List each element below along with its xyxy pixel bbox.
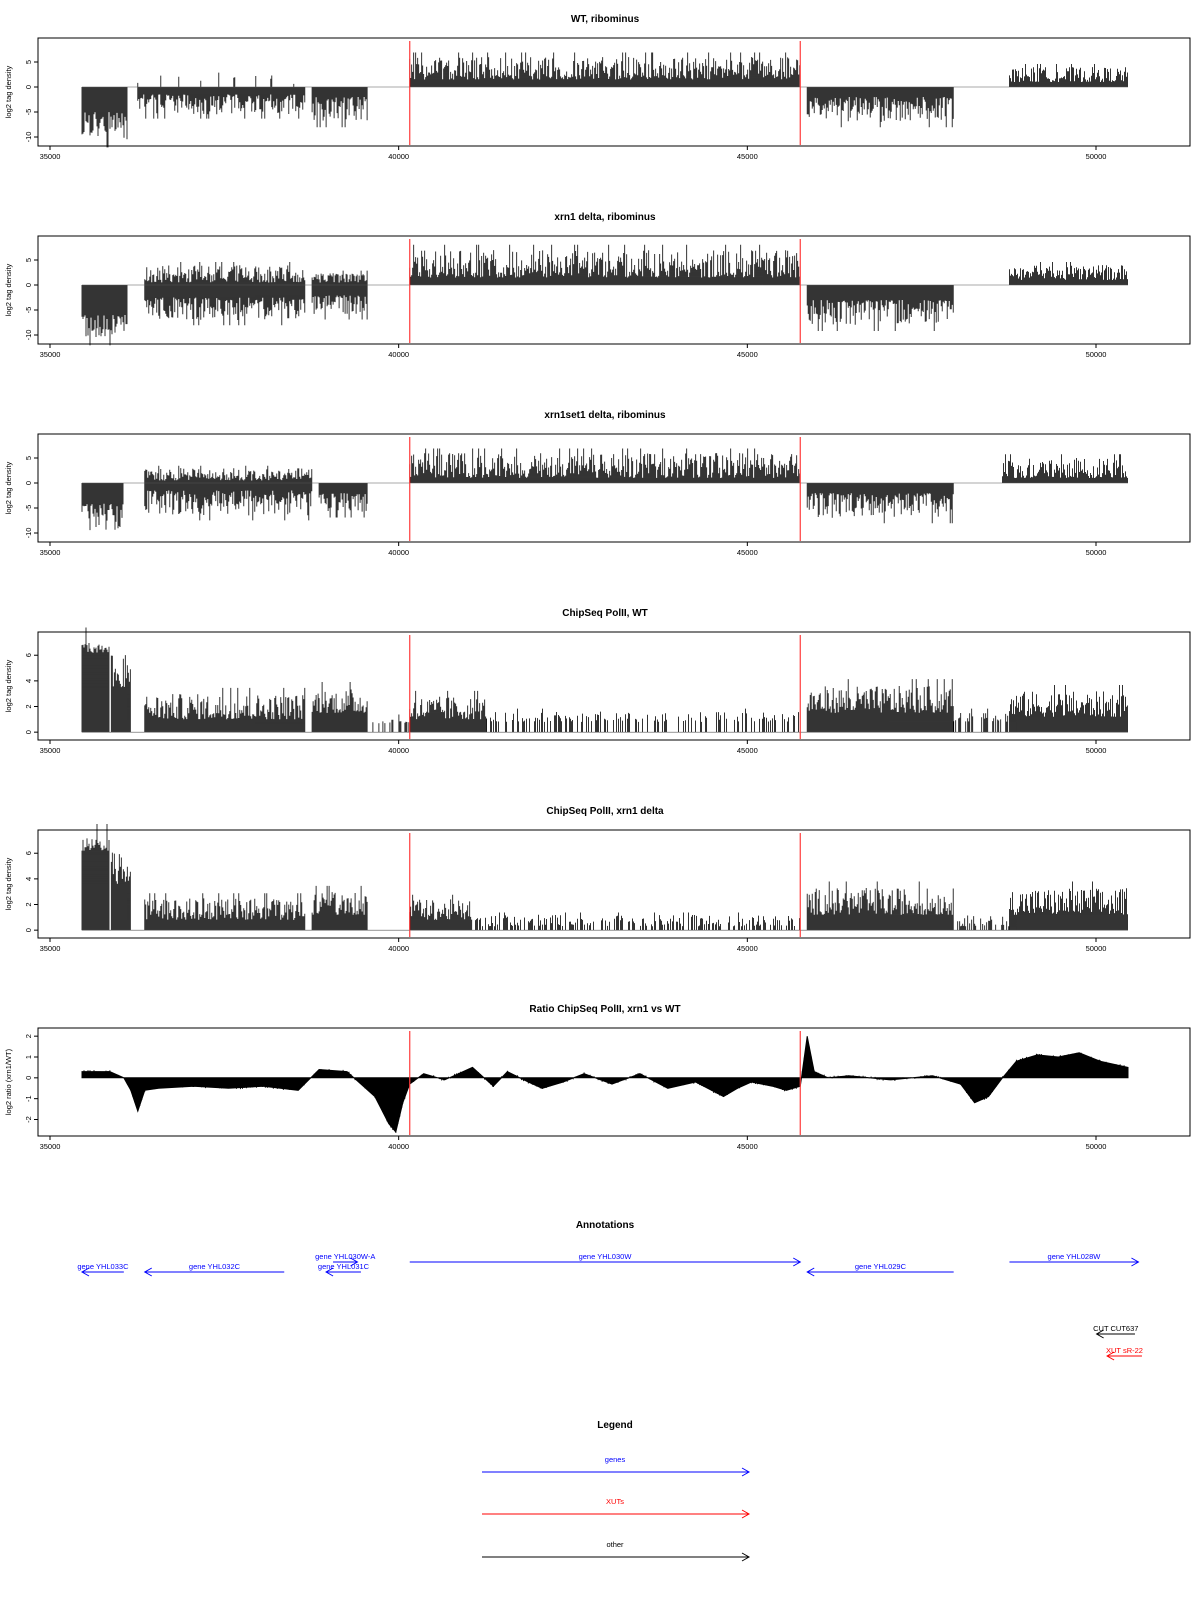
y-axis-label: log2 ratio (xrn1/WT) xyxy=(4,1048,13,1116)
y-tick-label: 0 xyxy=(24,282,33,288)
y-axis-label: log2 tag density xyxy=(4,659,13,713)
y-tick-label: 0 xyxy=(24,730,33,735)
xut-feature xyxy=(1106,1346,1143,1360)
annotation-label: gene YHL029C xyxy=(854,1262,907,1271)
y-tick-label: 4 xyxy=(24,678,33,683)
y-tick-label: -1 xyxy=(24,1095,33,1103)
panel-title: Ratio ChipSeq PolII, xrn1 vs WT xyxy=(529,1004,681,1015)
data-bars xyxy=(82,449,1128,531)
panel-title: ChipSeq PolII, WT xyxy=(562,608,648,619)
x-tick-label: 50000 xyxy=(1085,746,1107,755)
x-tick-label: 45000 xyxy=(736,152,758,161)
panel-1 xyxy=(4,14,1190,161)
y-axis-label: log2 tag density xyxy=(4,65,13,119)
legend-item-other xyxy=(482,1540,749,1561)
x-tick-label: 35000 xyxy=(39,152,61,161)
annotation-label: gene YHL032C xyxy=(188,1262,241,1271)
panel-4 xyxy=(4,608,1190,755)
x-tick-label: 35000 xyxy=(39,746,61,755)
y-tick-label: -5 xyxy=(24,108,33,116)
y-tick-label: 5 xyxy=(24,257,33,263)
annotation-label: gene YHL030W xyxy=(578,1252,632,1261)
gene-feature xyxy=(807,1262,953,1276)
y-tick-label: -2 xyxy=(24,1116,33,1123)
y-tick-label: 0 xyxy=(24,928,33,933)
y-tick-label: 1 xyxy=(24,1054,33,1060)
legend-label: other xyxy=(606,1540,624,1549)
x-tick-label: 35000 xyxy=(39,548,61,557)
x-tick-label: 40000 xyxy=(388,1142,410,1151)
data-bars xyxy=(82,53,1128,148)
annotations-panel xyxy=(77,1220,1143,1360)
x-tick-label: 45000 xyxy=(736,1142,758,1151)
y-tick-label: -10 xyxy=(24,329,33,341)
panel-5 xyxy=(4,806,1190,953)
y-tick-label: 2 xyxy=(24,1034,33,1039)
legend-label: XUTs xyxy=(606,1497,624,1506)
x-tick-label: 35000 xyxy=(39,944,61,953)
x-tick-label: 50000 xyxy=(1085,152,1107,161)
y-tick-label: -10 xyxy=(24,131,33,143)
y-tick-label: 4 xyxy=(24,876,33,881)
legend-label: genes xyxy=(604,1455,626,1464)
y-axis-label: log2 tag density xyxy=(4,461,13,515)
legend-panel xyxy=(482,1420,749,1561)
x-tick-label: 45000 xyxy=(736,746,758,755)
panel-title: xrn1 delta, ribominus xyxy=(554,212,656,223)
y-tick-label: -10 xyxy=(24,527,33,539)
x-tick-label: 45000 xyxy=(736,944,758,953)
y-tick-label: 5 xyxy=(24,455,33,461)
x-tick-label: 40000 xyxy=(388,548,410,557)
data-bars xyxy=(82,245,1128,346)
gene-feature xyxy=(145,1262,284,1276)
gene-feature xyxy=(1009,1252,1138,1266)
y-axis-label: log2 tag density xyxy=(4,857,13,911)
panel-2 xyxy=(4,212,1190,359)
annotation-label: XUT sR-22 xyxy=(1106,1346,1143,1355)
gene-feature xyxy=(77,1262,129,1276)
x-tick-label: 50000 xyxy=(1085,944,1107,953)
data-bars xyxy=(82,824,1128,930)
y-tick-label: 6 xyxy=(24,851,33,856)
data-bars xyxy=(82,628,1128,733)
y-axis-label: log2 tag density xyxy=(4,263,13,317)
annotation-label: gene YHL028W xyxy=(1047,1252,1101,1261)
y-tick-label: -5 xyxy=(24,306,33,314)
panel-3 xyxy=(4,410,1190,557)
legend-item-genes xyxy=(482,1455,749,1476)
x-tick-label: 50000 xyxy=(1085,350,1107,359)
annotation-label: gene YHL033C xyxy=(77,1262,129,1271)
x-tick-label: 40000 xyxy=(388,944,410,953)
legend-item-xuts xyxy=(482,1497,749,1518)
x-tick-label: 35000 xyxy=(39,1142,61,1151)
x-tick-label: 40000 xyxy=(388,152,410,161)
panel-title: xrn1set1 delta, ribominus xyxy=(544,410,666,421)
y-tick-label: 0 xyxy=(24,1075,33,1080)
annotation-label: CUT CUT637 xyxy=(1093,1324,1139,1333)
x-tick-label: 35000 xyxy=(39,350,61,359)
panel-6 xyxy=(4,1004,1190,1151)
x-tick-label: 50000 xyxy=(1085,548,1107,557)
x-tick-label: 40000 xyxy=(388,350,410,359)
gene-feature xyxy=(318,1262,370,1276)
y-tick-label: -5 xyxy=(24,504,33,512)
legend-title: Legend xyxy=(597,1420,633,1431)
y-tick-label: 5 xyxy=(24,59,33,65)
ratio-area xyxy=(82,1036,1128,1132)
y-tick-label: 2 xyxy=(24,902,33,907)
annotation-label: gene YHL031C xyxy=(317,1262,370,1271)
y-tick-label: 0 xyxy=(24,480,33,486)
gene-feature xyxy=(410,1252,801,1266)
annotations-title: Annotations xyxy=(575,1220,635,1231)
y-tick-label: 0 xyxy=(24,84,33,90)
other-feature xyxy=(1093,1324,1138,1338)
panel-title: ChipSeq PolII, xrn1 delta xyxy=(546,806,664,817)
x-tick-label: 45000 xyxy=(736,350,758,359)
panel-title: WT, ribominus xyxy=(570,14,640,25)
x-tick-label: 45000 xyxy=(736,548,758,557)
x-tick-label: 40000 xyxy=(388,746,410,755)
annotation-label: gene YHL030W-A xyxy=(315,1252,376,1261)
y-tick-label: 2 xyxy=(24,704,33,709)
y-tick-label: 6 xyxy=(24,653,33,658)
x-tick-label: 50000 xyxy=(1085,1142,1107,1151)
